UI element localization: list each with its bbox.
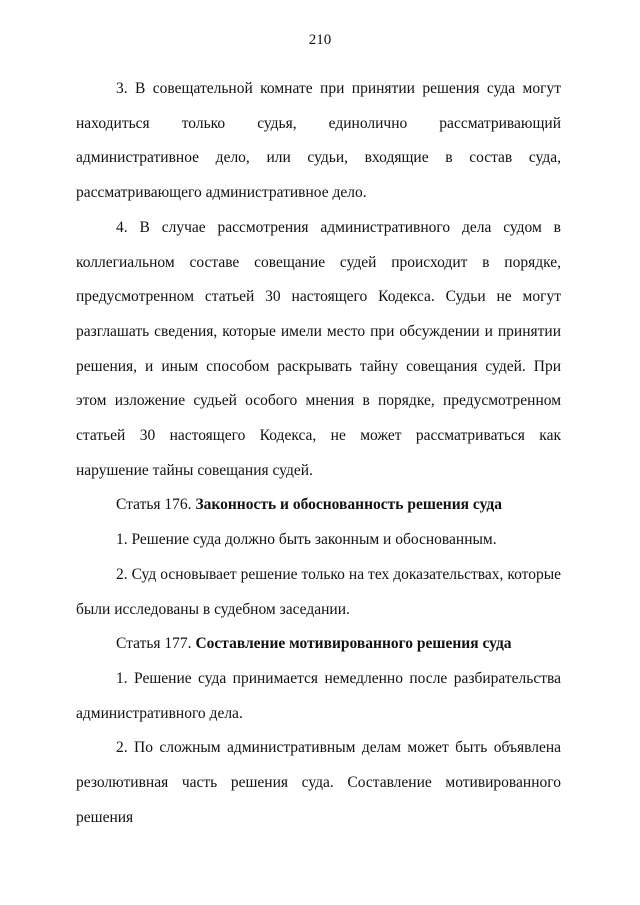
- article-176-heading: [76, 488, 561, 523]
- paragraph-4: 4. В случае рассмотрения административного дела судом в коллегиальном составе совещание судей происходит в порядке, предусмотренном статьей 30 настоящего Кодекса. Судьи не могут разглашать сведения, которые имели место при обсуждении и принятии решения, и иным способом раскрывать тайну совещания судей. При этом изложение судьей особого мнения в порядке, предусмотренном статьей 30 настоящего Кодекса, не может рассматриваться как нарушение тайны совещания судей.: [76, 218, 561, 479]
- paragraph-3: 3. В совещательной комнате при принятии решения суда могут находиться только судья, единолично рассматривающий административное дело, или судьи, входящие в состав суда, рассматривающего административное дело.: [76, 80, 561, 202]
- article-177-heading: [76, 627, 561, 662]
- article-177-title: Составление мотивированного решения суда: [195, 635, 512, 653]
- article-177-paragraph-1: 1. Решение суда принимается немедленно после разбирательства административного дела.: [76, 669, 561, 722]
- document-body: [76, 72, 561, 835]
- article-177-label: Статья 177.: [116, 635, 192, 653]
- article-176-paragraph-1: 1. Решение суда должно быть законным и обоснованным.: [116, 531, 497, 549]
- article-176-title: Законность и обоснованность решения суда: [195, 496, 502, 514]
- article-176-label: Статья 176.: [116, 496, 192, 514]
- page-number: 210: [308, 32, 332, 48]
- article-177-paragraph-2: 2. По сложным административным делам может быть объявлена резолютивная часть решения суда. Составление мотивированного решения: [76, 739, 561, 826]
- article-176-paragraph-2: 2. Суд основывает решение только на тех доказательствах, которые были исследованы в судебном заседании.: [76, 565, 561, 618]
